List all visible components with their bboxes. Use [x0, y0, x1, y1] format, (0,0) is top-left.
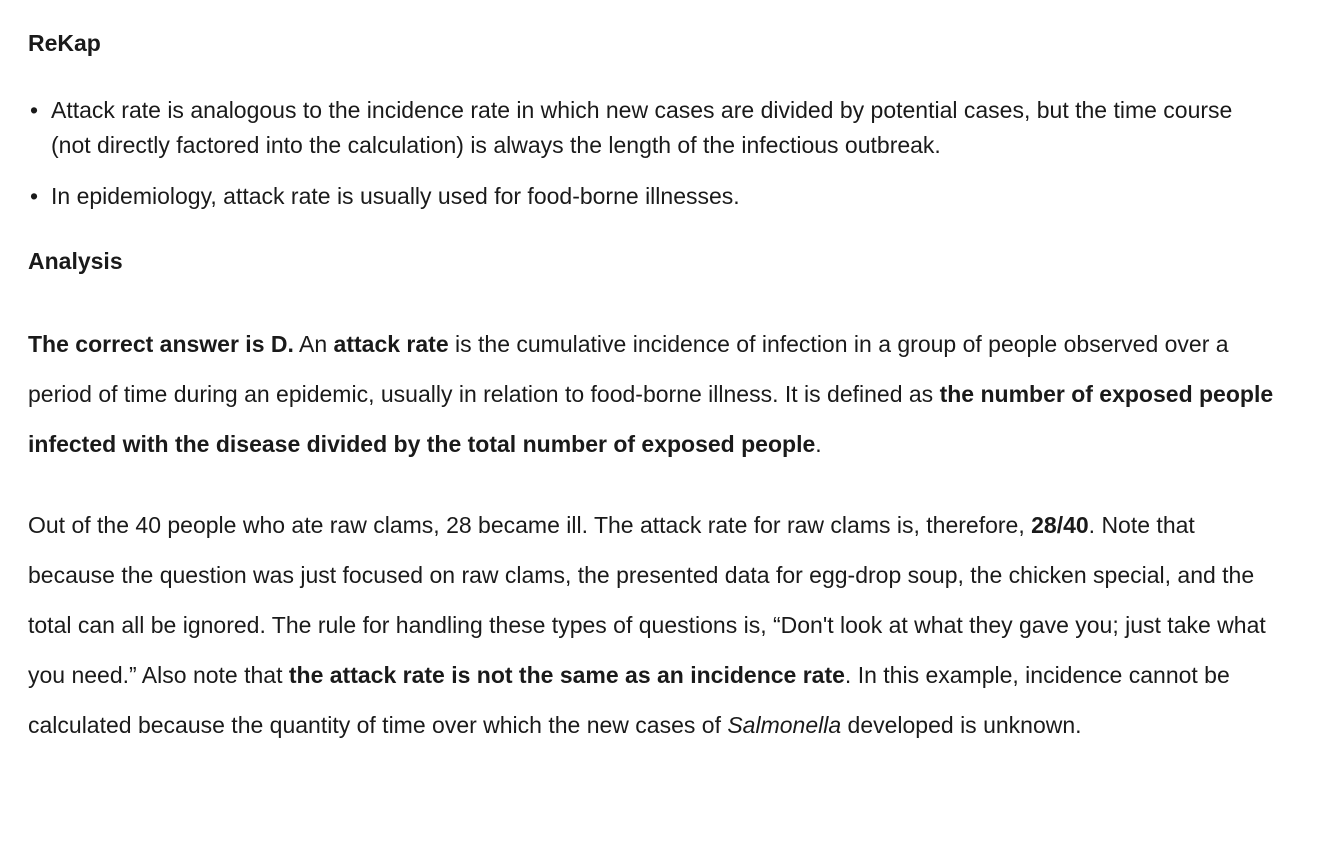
paragraph-text: is the cumulative incidence of infection in a group of people observed over a period of time during an epidemic, usually in relation to food-borne illness. It is defined as [28, 331, 1229, 407]
rekap-bullet-item [28, 93, 1278, 163]
analysis-paragraph-example [28, 500, 1288, 750]
rekap-bullet-text: Attack rate is analogous to the incidence rate in which new cases are divided by potential cases, but the time course (not directly factored into the calculation) is always the length of the infectious outbreak. [51, 97, 1233, 158]
paragraph-text: Out of the 40 people who ate raw clams, 28 became ill. The attack rate for raw clams is, therefore, [28, 512, 1032, 538]
bullet-dot-icon: • [30, 183, 39, 209]
salmonella-term: Salmonella [727, 712, 842, 738]
analysis-heading: Analysis [28, 248, 123, 274]
paragraph-text: An [293, 331, 334, 357]
rekap-bullet-item [28, 179, 1278, 214]
attack-rate-term: attack rate [333, 331, 449, 357]
attack-rate-definition: the number of exposed people infected with the disease divided by the total number of exposed people [28, 381, 1274, 457]
paragraph-text: developed is unknown. [841, 712, 1082, 738]
analysis-paragraph-answer [28, 319, 1288, 469]
correct-answer-text: The correct answer is D. [28, 331, 294, 357]
bullet-dot-icon: • [30, 97, 39, 123]
rekap-heading: ReKap [28, 30, 101, 56]
paragraph-text: . Note that because the question was just focused on raw clams, the presented data for egg-drop soup, the chicken special, and the total can all be ignored. The rule for handling these types of questions is, “Don't look at what they gave you; just take what you need.” Also note that [28, 512, 1266, 688]
not-incidence-rate-note: the attack rate is not the same as an incidence rate [288, 662, 845, 688]
attack-rate-fraction: 28/40 [1031, 512, 1089, 538]
paragraph-text: . [815, 431, 822, 457]
rekap-bullet-text: In epidemiology, attack rate is usually used for food-borne illnesses. [51, 183, 740, 209]
rekap-bullet-list [28, 93, 1278, 230]
paragraph-text: . In this example, incidence cannot be calculated because the quantity of time over which the new cases of [28, 662, 1230, 738]
